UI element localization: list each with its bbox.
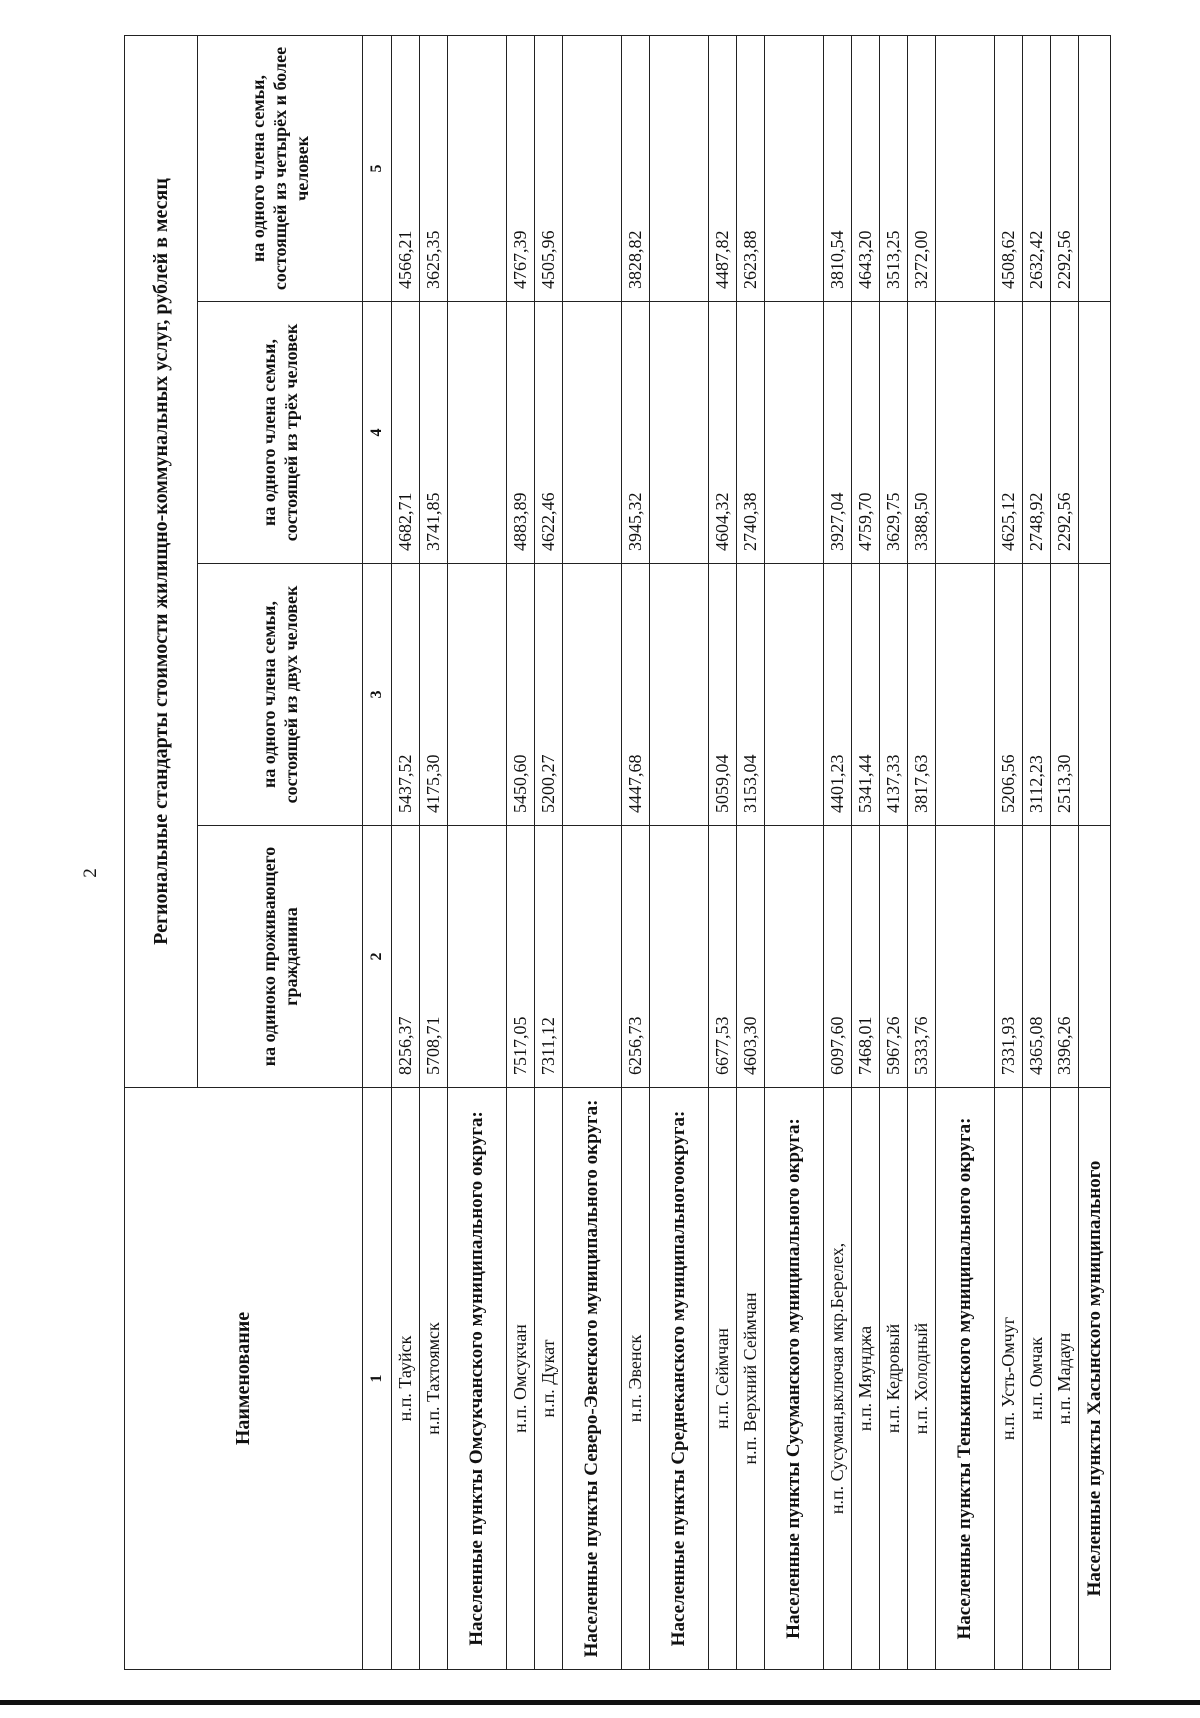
cost-value: 4137,33 (880, 564, 908, 826)
cost-value: 3828,82 (622, 35, 650, 301)
cost-value: 5206,56 (995, 564, 1023, 826)
empty-cell (1079, 564, 1111, 826)
cost-value: 4566,21 (392, 35, 420, 301)
cost-value: 4643,20 (852, 35, 880, 301)
empty-cell (448, 302, 507, 564)
section-row (936, 35, 995, 1669)
cost-value: 2292,56 (1051, 302, 1079, 564)
cost-value: 5437,52 (392, 564, 420, 826)
cost-value: 6097,60 (824, 826, 852, 1088)
cost-value: 4622,46 (535, 302, 563, 564)
empty-cell (650, 302, 709, 564)
section-row (448, 35, 507, 1669)
section-title: Населенные пункты Сусуманского муниципального округа: (765, 1088, 824, 1670)
cost-value: 7331,93 (995, 826, 1023, 1088)
column-number: 1 (363, 1088, 392, 1670)
empty-cell (650, 564, 709, 826)
table-row (737, 35, 765, 1669)
table-row (420, 35, 448, 1669)
table-row (1051, 35, 1079, 1669)
section-title: Населенные пункты Хасынского муниципального (1079, 1088, 1111, 1670)
cost-value: 4175,30 (420, 564, 448, 826)
table-row (507, 35, 535, 1669)
empty-cell (1079, 302, 1111, 564)
cost-value: 4505,96 (535, 35, 563, 301)
settlement-name: н.п. Омсукчан (507, 1088, 535, 1670)
cost-value: 3272,00 (908, 35, 936, 301)
header-col-single: на одиноко проживающего гражданина (198, 826, 363, 1088)
table-row (824, 35, 852, 1669)
section-title: Населенные пункты Среднеканского муниципальногоокруга: (650, 1088, 709, 1670)
empty-cell (1079, 826, 1111, 1088)
cost-value: 6677,53 (709, 826, 737, 1088)
cost-value: 2748,92 (1023, 302, 1051, 564)
table-row (995, 35, 1023, 1669)
cost-value: 2740,38 (737, 302, 765, 564)
column-number: 5 (363, 35, 392, 301)
settlement-name: н.п. Мадаун (1051, 1088, 1079, 1670)
empty-cell (563, 35, 622, 301)
header-col-three: на одного члена семьи, состоящей из трёх человек (198, 302, 363, 564)
header-group-title: Региональные стандарты стоимости жилищно-коммунальных услуг, рублей в месяц (125, 35, 198, 1087)
settlement-name: н.п. Омчак (1023, 1088, 1051, 1670)
cost-value: 5450,60 (507, 564, 535, 826)
cost-value: 4401,23 (824, 564, 852, 826)
table-row (852, 35, 880, 1669)
empty-cell (765, 826, 824, 1088)
housing-standards-table (124, 35, 1111, 1670)
cost-value: 5341,44 (852, 564, 880, 826)
section-row (765, 35, 824, 1669)
cost-value: 3945,32 (622, 302, 650, 564)
settlement-name: н.п. Кедровый (880, 1088, 908, 1670)
cost-value: 4883,89 (507, 302, 535, 564)
cost-value: 3741,85 (420, 302, 448, 564)
cost-value: 3396,26 (1051, 826, 1079, 1088)
empty-cell (936, 564, 995, 826)
empty-cell (448, 35, 507, 301)
section-row (650, 35, 709, 1669)
section-title: Населенные пункты Тенькинского муниципального округа: (936, 1088, 995, 1670)
cost-value: 2292,56 (1051, 35, 1079, 301)
table-row (880, 35, 908, 1669)
table-body (392, 35, 1111, 1669)
cost-value: 4487,82 (709, 35, 737, 301)
table-row (709, 35, 737, 1669)
rotated-table-container (124, 36, 1105, 1670)
column-number: 4 (363, 302, 392, 564)
cost-value: 3388,50 (908, 302, 936, 564)
table-row (908, 35, 936, 1669)
empty-cell (765, 302, 824, 564)
empty-cell (650, 826, 709, 1088)
empty-cell (448, 826, 507, 1088)
cost-value: 4365,08 (1023, 826, 1051, 1088)
cost-value: 4603,30 (737, 826, 765, 1088)
section-title: Населенные пункты Северо-Эвенского муниципального округа: (563, 1088, 622, 1670)
cost-value: 4767,39 (507, 35, 535, 301)
section-row (563, 35, 622, 1669)
empty-cell (650, 35, 709, 301)
settlement-name: н.п. Мяунджа (852, 1088, 880, 1670)
cost-value: 3629,75 (880, 302, 908, 564)
column-number: 3 (363, 564, 392, 826)
empty-cell (936, 826, 995, 1088)
settlement-name: н.п. Тахтоямск (420, 1088, 448, 1670)
empty-cell (563, 302, 622, 564)
cost-value: 3513,25 (880, 35, 908, 301)
cost-value: 2632,42 (1023, 35, 1051, 301)
cost-value: 4508,62 (995, 35, 1023, 301)
cost-value: 4604,32 (709, 302, 737, 564)
cost-value: 8256,37 (392, 826, 420, 1088)
column-number: 2 (363, 826, 392, 1088)
cost-value: 3810,54 (824, 35, 852, 301)
cost-value: 4447,68 (622, 564, 650, 826)
empty-cell (563, 564, 622, 826)
cost-value: 4682,71 (392, 302, 420, 564)
cost-value: 5333,76 (908, 826, 936, 1088)
cost-value: 3817,63 (908, 564, 936, 826)
empty-cell (1079, 35, 1111, 301)
cost-value: 2513,30 (1051, 564, 1079, 826)
settlement-name: н.п. Сеймчан (709, 1088, 737, 1670)
cost-value: 7517,05 (507, 826, 535, 1088)
section-title: Населенные пункты Омсукчанского муниципального округа: (448, 1088, 507, 1670)
empty-cell (563, 826, 622, 1088)
table-row (392, 35, 420, 1669)
table-row (535, 35, 563, 1669)
cost-value: 5200,27 (535, 564, 563, 826)
section-row (1079, 35, 1111, 1669)
cost-value: 5967,26 (880, 826, 908, 1088)
cost-value: 2623,88 (737, 35, 765, 301)
cost-value: 6256,73 (622, 826, 650, 1088)
cost-value: 3625,35 (420, 35, 448, 301)
settlement-name: н.п. Тауйск (392, 1088, 420, 1670)
settlement-name: н.п. Сусуман,включая мкр.Берелех, (824, 1088, 852, 1670)
empty-cell (936, 302, 995, 564)
cost-value: 5708,71 (420, 826, 448, 1088)
header-col-four-plus: на одного члена семьи, состоящей из четырёх и более человек (198, 35, 363, 301)
cost-value: 3927,04 (824, 302, 852, 564)
bottom-rule (0, 1700, 1200, 1705)
empty-cell (765, 35, 824, 301)
cost-value: 3112,23 (1023, 564, 1051, 826)
header-name: Наименование (125, 1088, 363, 1670)
cost-value: 4625,12 (995, 302, 1023, 564)
empty-cell (936, 35, 995, 301)
settlement-name: н.п. Усть-Омчуг (995, 1088, 1023, 1670)
settlement-name: н.п. Эвенск (622, 1088, 650, 1670)
header-col-two: на одного члена семьи, состоящей из двух человек (198, 564, 363, 826)
cost-value: 4759,70 (852, 302, 880, 564)
cost-value: 5059,04 (709, 564, 737, 826)
settlement-name: н.п. Дукат (535, 1088, 563, 1670)
cost-value: 3153,04 (737, 564, 765, 826)
empty-cell (765, 564, 824, 826)
cost-value: 7311,12 (535, 826, 563, 1088)
settlement-name: н.п. Верхний Сеймчан (737, 1088, 765, 1670)
page-number: 2 (80, 868, 101, 878)
settlement-name: н.п. Холодный (908, 1088, 936, 1670)
table-row (622, 35, 650, 1669)
cost-value: 7468,01 (852, 826, 880, 1088)
table-row (1023, 35, 1051, 1669)
empty-cell (448, 564, 507, 826)
